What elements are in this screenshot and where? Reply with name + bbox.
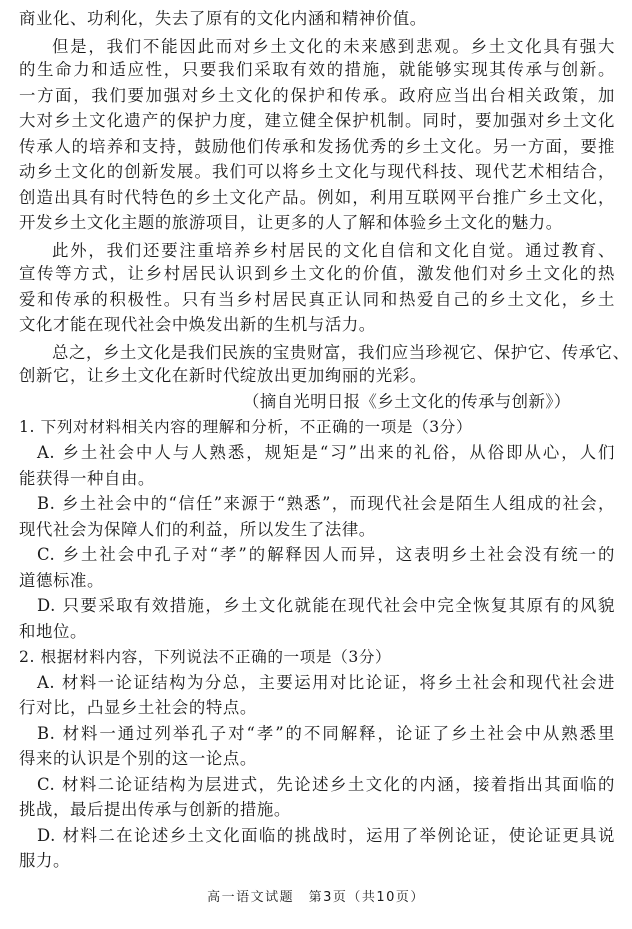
passage-line: 开发乡土文化主题的旅游项目，让更多的人了解和体验乡土文化的魅力。 <box>19 213 563 232</box>
passage-line: 总之，乡土文化是我们民族的宝贵财富，我们应当珍视它、保护它、传承它、 <box>52 343 630 362</box>
page-footer: 高一语文试题 第3页（共10页） <box>207 890 425 905</box>
question-2-option-a: A. 材料一论证结构为分总，主要运用对比论证，将乡土社会和现代社会进 <box>37 673 615 692</box>
passage-line: 文化才能在现代社会中焕发出新的生机与活力。 <box>19 315 376 334</box>
question-1-option-d: D. 只要采取有效措施，乡土文化就能在现代社会中完全恢复其原有的风貌 <box>37 596 615 615</box>
question-1-option-b-cont: 现代社会为保障人们的利益，所以发生了法律。 <box>19 520 376 539</box>
question-2-option-d-cont: 服力。 <box>19 851 70 870</box>
question-2-option-a-cont: 行对比，凸显乡土社会的特点。 <box>19 698 257 717</box>
question-1-stem: 1. 下列对材料相关内容的理解和分析，不正确的一项是（3分） <box>19 418 473 436</box>
question-1-option-a-cont: 能获得一种自由。 <box>19 469 155 488</box>
question-2-option-b-cont: 得来的认识是个别的这一论点。 <box>19 749 257 768</box>
question-2-option-c-cont: 挑战，最后提出传承与创新的措施。 <box>19 800 291 819</box>
question-1-option-d-cont: 和地位。 <box>19 622 87 641</box>
question-2-option-b: B. 材料一通过列举孔子对“孝”的不同解释，论证了乡土社会中从熟悉里 <box>37 724 615 743</box>
passage-line: 传承人的培养和支持，鼓励他们传承和发扬优秀的乡土文化。另一方面，要推 <box>19 137 615 156</box>
passage-line: 此外，我们还要注重培养乡村居民的文化自信和文化自觉。通过教育、 <box>52 241 615 260</box>
passage-source: （摘自光明日报《乡土文化的传承与创新》） <box>243 392 571 411</box>
question-2-option-c: C. 材料二论证结构为层进式，先论述乡土文化的内涵，接着指出其面临的 <box>37 775 615 794</box>
passage-line: 商业化、功利化，失去了原有的文化内涵和精神价值。 <box>19 9 427 28</box>
question-2-stem: 2. 根据材料内容，下列说法不正确的一项是（3分） <box>19 648 392 666</box>
question-1-option-b: B. 乡土社会中的“信任”来源于“熟悉”，而现代社会是陌生人组成的社会， <box>37 494 615 513</box>
passage-line: 动乡土文化的创新发展。我们可以将乡土文化与现代科技、现代艺术相结合， <box>19 162 615 181</box>
question-1-option-c: C. 乡土社会中孔子对“孝”的解释因人而异，这表明乡土社会没有统一的 <box>37 545 615 564</box>
question-1-option-a: A. 乡土社会中人与人熟悉，规矩是“习”出来的礼俗，从俗即从心，人们 <box>37 443 615 462</box>
passage-line: 宣传等方式，让乡村居民认识到乡土文化的价值，激发他们对乡土文化的热 <box>19 264 615 283</box>
passage-line: 但是，我们不能因此而对乡土文化的未来感到悲观。乡土文化具有强大 <box>52 37 615 56</box>
question-2-option-d: D. 材料二在论述乡土文化面临的挑战时，运用了举例论证，使论证更具说 <box>37 826 615 845</box>
passage-line: 一方面，我们要加强对乡土文化的保护和传承。政府应当出台相关政策，加 <box>19 86 615 105</box>
passage-line: 爱和传承的积极性。只有当乡村居民真正认同和热爱自己的乡土文化，乡土 <box>19 290 615 309</box>
passage-line: 大对乡土文化遗产的保护力度，建立健全保护机制。同时，要加强对乡土文化 <box>19 111 615 130</box>
passage-line: 的生命力和适应性，只要我们采取有效的措施，就能够实现其传承与创新。 <box>19 60 615 79</box>
passage-line: 创造出具有时代特色的乡土文化产品。例如，利用互联网平台推广乡土文化， <box>19 188 615 207</box>
question-1-option-c-cont: 道德标准。 <box>19 571 104 590</box>
passage-line: 创新它，让乡土文化在新时代绽放出更加绚丽的光彩。 <box>19 366 427 385</box>
